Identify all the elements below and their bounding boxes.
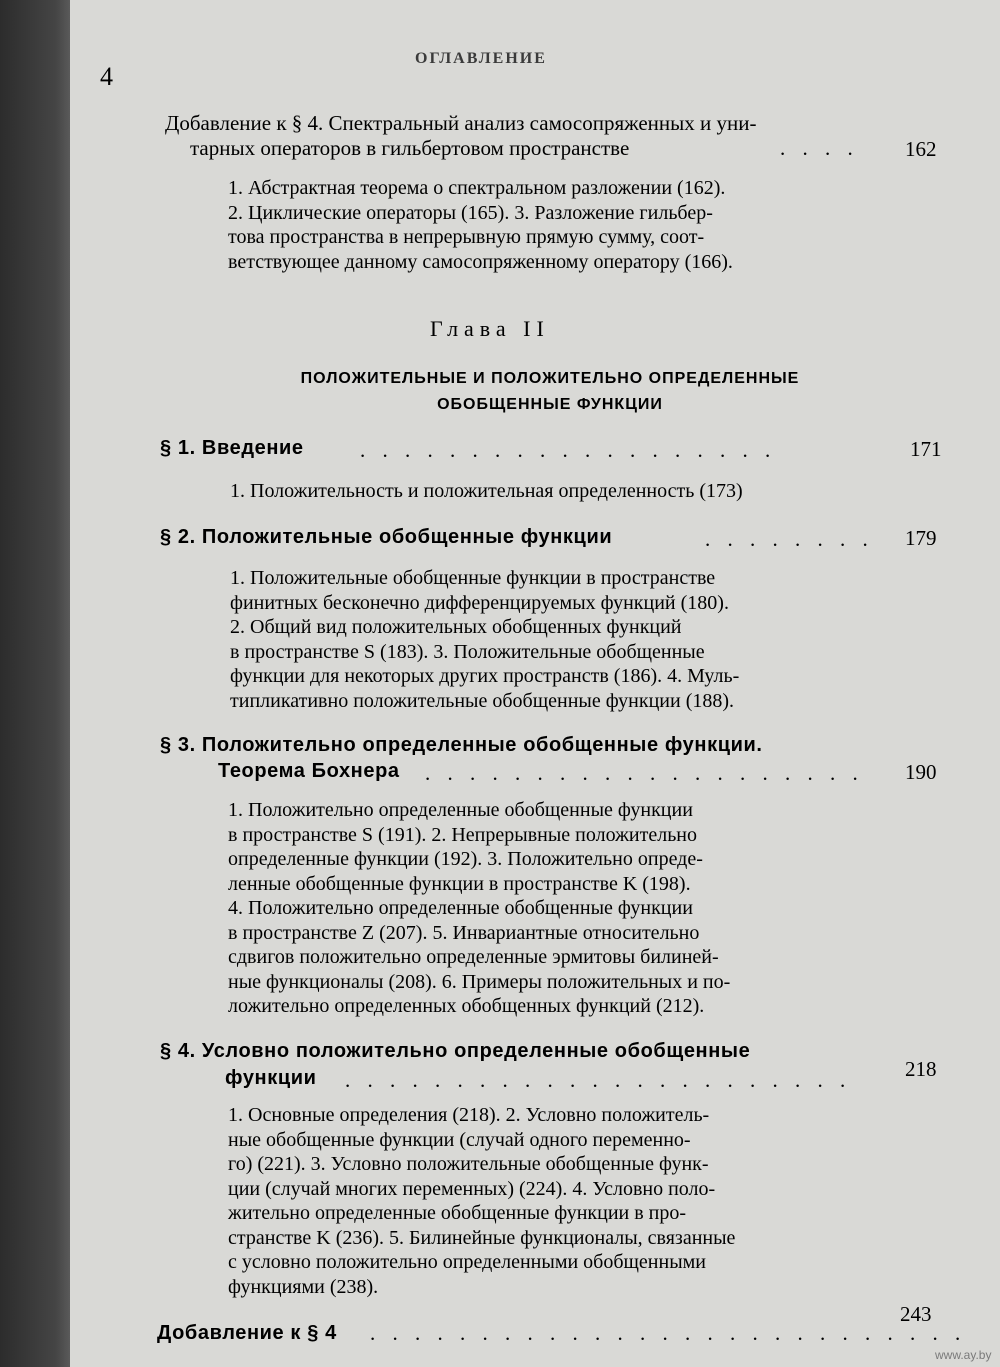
- sub-line: 1. Положительные обобщенные функции в пространстве: [230, 567, 716, 589]
- sub-line: сдвигов положительно определенные эрмитовы билиней-: [228, 946, 719, 968]
- sub-line: странстве K (236). 5. Билинейные функционалы, связанные: [228, 1226, 736, 1249]
- chapter-title-line2: ОБОБЩЕННЫЕ ФУНКЦИИ: [437, 396, 663, 413]
- section-3-title-line2: Теорема Бохнера: [218, 760, 400, 782]
- sub-line: ные функционалы (208). 6. Примеры положительных и по-: [228, 970, 731, 993]
- sub-line: ции (случай многих переменных) (224). 4. Условно поло-: [228, 1177, 716, 1200]
- section-4-title-line2: функции: [225, 1067, 317, 1089]
- section-4-subs: [228, 1103, 886, 1299]
- section-1-page: 171: [910, 437, 942, 461]
- sub-line: 2. Общий вид положительных обобщенных функций: [230, 616, 682, 638]
- chapter-label: Глава II: [430, 316, 550, 341]
- book-edge: [0, 0, 70, 1367]
- sub-line: 1. Основные определения (218). 2. Условно положитель-: [228, 1104, 710, 1126]
- chapter-title: [180, 366, 920, 418]
- sub-line: определенные функции (192). 3. Положительно опреде-: [228, 848, 703, 870]
- sub-line: 1. Положительно определенные обобщенные функции: [228, 799, 693, 821]
- addendum-bottom-dots: . . . . . . . . . . . . . . . . . . . . . . . . . . .: [370, 1321, 967, 1345]
- chapter-title-line1: ПОЛОЖИТЕЛЬНЫЕ И ПОЛОЖИТЕЛЬНО ОПРЕДЕЛЕННЫЕ: [300, 370, 800, 387]
- sub-line: 4. Положительно определенные обобщенные функции: [228, 897, 693, 919]
- addendum-dots: . . . .: [780, 136, 859, 160]
- section-3-title-line1: § 3. Положительно определенные обобщенные функции.: [160, 734, 763, 756]
- section-2-dots: . . . . . . . .: [705, 527, 874, 551]
- addendum-title-line1: Добавление к § 4. Спектральный анализ самосопряженных и уни-: [165, 111, 757, 135]
- sub-line: с условно положительно определенными обобщенными: [228, 1251, 707, 1273]
- sub-line: ложительно определенных обобщенных функций (212).: [228, 995, 705, 1017]
- addendum-page: 162: [905, 137, 937, 161]
- sub-line: функциями (238).: [228, 1275, 379, 1298]
- sub-line: 1. Положительность и положительная определенность (173): [230, 480, 743, 502]
- page-number: 4: [100, 62, 113, 91]
- sub-line: 1. Абстрактная теорема о спектральном разложении (162).: [228, 177, 726, 199]
- sub-line: го) (221). 3. Условно положительные обобщенные функ-: [228, 1153, 709, 1175]
- sub-line: ные обобщенные функции (случай одного переменно-: [228, 1128, 691, 1151]
- sub-line: типликативно положительные обобщенные функции (188).: [230, 689, 735, 712]
- section-4-title-line1: § 4. Условно положительно определенные обобщенные: [160, 1040, 751, 1062]
- sub-line: ветствующее данному самосопряженному оператору (166).: [228, 250, 733, 273]
- section-4-page: 218: [905, 1057, 937, 1081]
- watermark: www.ay.by: [935, 1348, 992, 1362]
- section-1-dots: . . . . . . . . . . . . . . . . . . .: [360, 438, 777, 462]
- section-1-title: § 1. Введение: [160, 437, 304, 459]
- section-2-subs: [230, 566, 885, 713]
- addendum-title-line2: тарных операторов в гильбертовом пространстве: [190, 136, 630, 160]
- sub-line: в пространстве Z (207). 5. Инвариантные относительно: [228, 921, 700, 944]
- addendum-bottom-title: Добавление к § 4: [157, 1322, 337, 1344]
- addendum-subs: [228, 176, 888, 274]
- sub-line: ленные обобщенные функции в пространстве K (198).: [228, 872, 691, 895]
- section-3-page: 190: [905, 760, 937, 784]
- sub-line: в пространстве S (183). 3. Положительные обобщенные: [230, 640, 705, 663]
- sub-line: финитных бесконечно дифференцируемых функций (180).: [230, 591, 729, 614]
- running-title: ОГЛАВЛЕНИЕ: [415, 50, 547, 67]
- sub-line: 2. Циклические операторы (165). 3. Разложение гильбер-: [228, 201, 713, 224]
- sub-line: в пространстве S (191). 2. Непрерывные положительно: [228, 823, 698, 846]
- sub-line: това пространства в непрерывную прямую сумму, соот-: [228, 226, 705, 248]
- section-2-page: 179: [905, 526, 937, 550]
- section-3-subs: [228, 798, 886, 1019]
- section-4-dots: . . . . . . . . . . . . . . . . . . . . . . .: [345, 1068, 852, 1092]
- section-1-subs: [230, 479, 890, 504]
- section-2-title: § 2. Положительные обобщенные функции: [160, 526, 613, 548]
- sub-line: функции для некоторых других пространств (186). 4. Муль-: [230, 665, 740, 687]
- section-3-dots: . . . . . . . . . . . . . . . . . . . .: [425, 761, 864, 785]
- sub-line: жительно определенные обобщенные функции в про-: [228, 1202, 687, 1224]
- addendum-bottom-page: 243: [900, 1302, 932, 1326]
